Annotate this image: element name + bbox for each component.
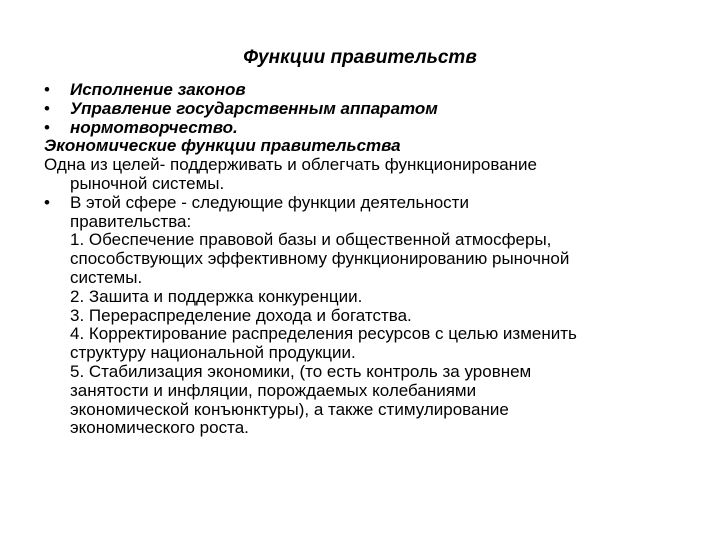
list-item [44,81,694,100]
function-line: 3. Перераспределение дохода и богатства. [70,305,412,325]
function-line: структуру национальной продукции. [70,343,356,363]
function-line: 4. Корректирование распределения ресурсов с целью изменить [70,324,577,344]
list-item-text: Управление государственным аппаратом [70,98,438,118]
goal-text-line: Одна из целей- поддерживать и облегчать функционирование [44,155,537,175]
bullet-icon: • [44,192,50,212]
list-item [44,194,694,213]
list-item-text: нормотворчество. [70,117,238,137]
list-item-text: Исполнение законов [70,80,246,99]
section-subheading: Экономические функции правительства [44,136,401,156]
list-item-text: В этой сфере - следующие функции деятельности [70,192,469,212]
list-item [44,100,694,119]
bullet-icon: • [44,98,50,118]
function-line: способствующих эффективному функционированию рыночной [70,249,570,269]
list-item-text-continued: правительства: [70,211,192,231]
bullet-icon: • [44,117,50,137]
function-line: 5. Стабилизация экономики, (то есть контроль за уровнем [70,361,532,381]
list-item [44,119,694,138]
bullet-icon: • [44,80,50,99]
slide-title: Функции правительств [243,47,477,68]
function-line: экономического роста. [70,418,249,438]
slide-content [44,81,694,438]
function-line: экономической конъюнктуры), а также стимулирование [70,399,509,419]
function-line: 1. Обеспечение правовой базы и общественной атмосферы, [70,230,552,250]
function-line: занятости и инфляции, порождаемых колебаниями [70,380,477,400]
function-line: 2. Зашита и поддержка конкуренции. [70,286,363,306]
goal-text-line: рыночной системы. [70,173,225,193]
function-line: системы. [70,267,143,287]
